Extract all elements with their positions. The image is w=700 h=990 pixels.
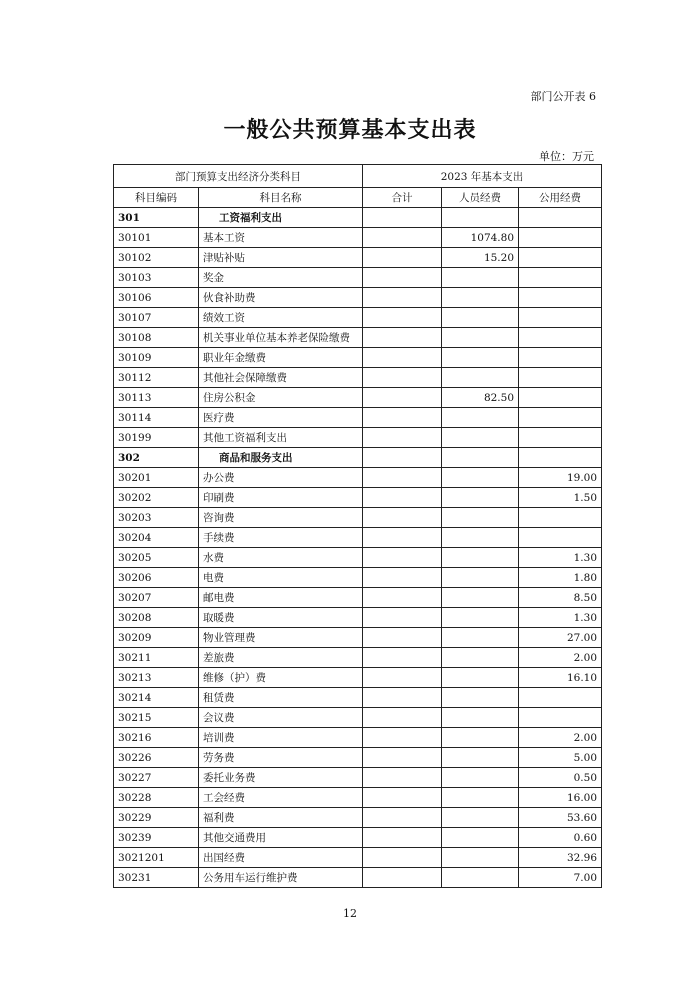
table-row [114, 308, 602, 328]
cell-public: 16.00 [519, 788, 602, 808]
cell-public [519, 428, 602, 448]
cell-personnel [442, 628, 519, 648]
cell-public: 1.30 [519, 548, 602, 568]
cell-total [363, 728, 442, 748]
table-row [114, 408, 602, 428]
cell-personnel [442, 668, 519, 688]
cell-code: 30204 [114, 528, 199, 548]
cell-personnel [442, 648, 519, 668]
unit-label: 单位：万元 [539, 150, 594, 163]
cell-total [363, 508, 442, 528]
cell-personnel [442, 808, 519, 828]
cell-public [519, 508, 602, 528]
cell-total [363, 368, 442, 388]
table-row [114, 728, 602, 748]
cell-public: 27.00 [519, 628, 602, 648]
cell-code: 30213 [114, 668, 199, 688]
table-row [114, 848, 602, 868]
cell-personnel [442, 348, 519, 368]
cell-public [519, 388, 602, 408]
cell-code: 30209 [114, 628, 199, 648]
table-row [114, 328, 602, 348]
cell-personnel [442, 788, 519, 808]
cell-name: 办公费 [199, 468, 363, 488]
cell-code: 30199 [114, 428, 199, 448]
cell-personnel [442, 508, 519, 528]
cell-name: 职业年金缴费 [199, 348, 363, 368]
table-row [114, 528, 602, 548]
cell-code: 30203 [114, 508, 199, 528]
cell-total [363, 288, 442, 308]
cell-code: 30229 [114, 808, 199, 828]
cell-public: 7.00 [519, 868, 602, 888]
cell-public [519, 248, 602, 268]
cell-name: 基本工资 [199, 228, 363, 248]
cell-code: 30201 [114, 468, 199, 488]
cell-code: 30215 [114, 708, 199, 728]
cell-code: 30102 [114, 248, 199, 268]
cell-code: 30214 [114, 688, 199, 708]
cell-total [363, 808, 442, 828]
cell-total [363, 308, 442, 328]
cell-code: 30216 [114, 728, 199, 748]
table-row [114, 348, 602, 368]
cell-code: 30112 [114, 368, 199, 388]
table-row [114, 568, 602, 588]
group-header-basic-expenditure: 2023 年基本支出 [363, 165, 602, 188]
cell-personnel [442, 608, 519, 628]
cell-public [519, 688, 602, 708]
category-row [114, 448, 602, 468]
cell-code: 3021201 [114, 848, 199, 868]
cell-public: 1.50 [519, 488, 602, 508]
cell-total [363, 828, 442, 848]
cell-public: 0.60 [519, 828, 602, 848]
group-header-classification: 部门预算支出经济分类科目 [114, 165, 363, 188]
cell-public [519, 708, 602, 728]
table-row [114, 428, 602, 448]
cell-total [363, 548, 442, 568]
cell-name: 出国经费 [199, 848, 363, 868]
cell-personnel: 15.20 [442, 248, 519, 268]
cell-public [519, 208, 602, 228]
cell-name: 工资福利支出 [199, 208, 363, 228]
table-row [114, 668, 602, 688]
cell-name: 其他工资福利支出 [199, 428, 363, 448]
cell-total [363, 748, 442, 768]
cell-personnel [442, 428, 519, 448]
cell-total [363, 608, 442, 628]
cell-personnel [442, 448, 519, 468]
cell-personnel [442, 268, 519, 288]
cell-personnel [442, 848, 519, 868]
cell-code: 30106 [114, 288, 199, 308]
cell-total [363, 588, 442, 608]
cell-code: 30228 [114, 788, 199, 808]
cell-name: 邮电费 [199, 588, 363, 608]
cell-total [363, 348, 442, 368]
cell-public [519, 448, 602, 468]
cell-name: 水费 [199, 548, 363, 568]
table-row [114, 868, 602, 888]
cell-personnel [442, 308, 519, 328]
page-number: 12 [343, 907, 357, 920]
cell-name: 会议费 [199, 708, 363, 728]
cell-public: 5.00 [519, 748, 602, 768]
cell-personnel [442, 748, 519, 768]
cell-personnel: 1074.80 [442, 228, 519, 248]
cell-personnel [442, 488, 519, 508]
cell-personnel [442, 828, 519, 848]
cell-name: 机关事业单位基本养老保险缴费 [199, 328, 363, 348]
cell-name: 差旅费 [199, 648, 363, 668]
cell-personnel [442, 768, 519, 788]
cell-personnel [442, 288, 519, 308]
cell-public [519, 348, 602, 368]
cell-public [519, 328, 602, 348]
cell-total [363, 488, 442, 508]
cell-code: 30108 [114, 328, 199, 348]
cell-public [519, 268, 602, 288]
cell-name: 委托业务费 [199, 768, 363, 788]
cell-public [519, 308, 602, 328]
cell-name: 商品和服务支出 [199, 448, 363, 468]
table-row [114, 768, 602, 788]
cell-total [363, 248, 442, 268]
table-row [114, 648, 602, 668]
cell-name: 医疗费 [199, 408, 363, 428]
cell-name: 电费 [199, 568, 363, 588]
cell-name: 其他交通费用 [199, 828, 363, 848]
cell-personnel [442, 368, 519, 388]
table-row [114, 288, 602, 308]
cell-public [519, 228, 602, 248]
cell-total [363, 768, 442, 788]
table-row [114, 548, 602, 568]
cell-name: 奖金 [199, 268, 363, 288]
cell-personnel [442, 688, 519, 708]
table-row [114, 808, 602, 828]
cell-code: 30208 [114, 608, 199, 628]
cell-public: 8.50 [519, 588, 602, 608]
cell-name: 劳务费 [199, 748, 363, 768]
cell-public: 16.10 [519, 668, 602, 688]
cell-name: 物业管理费 [199, 628, 363, 648]
cell-total [363, 208, 442, 228]
cell-total [363, 568, 442, 588]
cell-public: 19.00 [519, 468, 602, 488]
cell-total [363, 468, 442, 488]
cell-name: 手续费 [199, 528, 363, 548]
cell-code: 30113 [114, 388, 199, 408]
cell-name: 福利费 [199, 808, 363, 828]
cell-total [363, 528, 442, 548]
cell-code: 30109 [114, 348, 199, 368]
cell-public: 2.00 [519, 648, 602, 668]
table-row [114, 608, 602, 628]
cell-total [363, 408, 442, 428]
table-row [114, 488, 602, 508]
budget-table [113, 164, 602, 888]
cell-code: 301 [114, 208, 199, 228]
cell-code: 30101 [114, 228, 199, 248]
cell-public: 1.30 [519, 608, 602, 628]
table-row [114, 228, 602, 248]
table-row [114, 748, 602, 768]
cell-code: 30205 [114, 548, 199, 568]
table-row [114, 248, 602, 268]
cell-personnel [442, 468, 519, 488]
cell-code: 30227 [114, 768, 199, 788]
cell-name: 公务用车运行维护费 [199, 868, 363, 888]
cell-code: 30207 [114, 588, 199, 608]
cell-name: 取暖费 [199, 608, 363, 628]
cell-total [363, 788, 442, 808]
table-row [114, 508, 602, 528]
cell-total [363, 428, 442, 448]
cell-public [519, 288, 602, 308]
cell-personnel [442, 408, 519, 428]
cell-personnel [442, 588, 519, 608]
cell-code: 30107 [114, 308, 199, 328]
cell-code: 30231 [114, 868, 199, 888]
table-row [114, 268, 602, 288]
cell-personnel: 82.50 [442, 388, 519, 408]
table-row [114, 468, 602, 488]
cell-total [363, 228, 442, 248]
cell-total [363, 448, 442, 468]
table-body [114, 208, 602, 888]
cell-personnel [442, 568, 519, 588]
cell-name: 其他社会保障缴费 [199, 368, 363, 388]
cell-name: 维修（护）费 [199, 668, 363, 688]
cell-total [363, 708, 442, 728]
cell-public: 53.60 [519, 808, 602, 828]
cell-total [363, 668, 442, 688]
cell-personnel [442, 708, 519, 728]
column-header-code: 科目编码 [114, 188, 199, 208]
table-row [114, 588, 602, 608]
cell-personnel [442, 728, 519, 748]
column-header-total: 合计 [363, 188, 442, 208]
cell-total [363, 388, 442, 408]
cell-public: 1.80 [519, 568, 602, 588]
cell-name: 培训费 [199, 728, 363, 748]
cell-public: 32.96 [519, 848, 602, 868]
table-row [114, 688, 602, 708]
cell-personnel [442, 328, 519, 348]
cell-code: 30206 [114, 568, 199, 588]
cell-code: 30103 [114, 268, 199, 288]
cell-code: 30211 [114, 648, 199, 668]
cell-name: 津贴补贴 [199, 248, 363, 268]
cell-code: 30202 [114, 488, 199, 508]
cell-personnel [442, 868, 519, 888]
page-title: 一般公共预算基本支出表 [223, 118, 477, 143]
cell-name: 住房公积金 [199, 388, 363, 408]
cell-code: 30239 [114, 828, 199, 848]
cell-personnel [442, 208, 519, 228]
cell-total [363, 328, 442, 348]
cell-public: 0.50 [519, 768, 602, 788]
column-header-name: 科目名称 [199, 188, 363, 208]
cell-total [363, 868, 442, 888]
cell-total [363, 268, 442, 288]
cell-name: 工会经费 [199, 788, 363, 808]
cell-name: 印刷费 [199, 488, 363, 508]
cell-name: 咨询费 [199, 508, 363, 528]
cell-public [519, 408, 602, 428]
table-number-label: 部门公开表 6 [530, 90, 596, 103]
cell-total [363, 628, 442, 648]
table-row [114, 788, 602, 808]
cell-name: 绩效工资 [199, 308, 363, 328]
cell-name: 伙食补助费 [199, 288, 363, 308]
cell-total [363, 648, 442, 668]
cell-public [519, 528, 602, 548]
category-row [114, 208, 602, 228]
cell-public [519, 368, 602, 388]
cell-public: 2.00 [519, 728, 602, 748]
cell-personnel [442, 528, 519, 548]
cell-personnel [442, 548, 519, 568]
table-row [114, 388, 602, 408]
table-row [114, 828, 602, 848]
column-header-row [114, 188, 602, 208]
column-header-personnel: 人员经费 [442, 188, 519, 208]
cell-code: 30226 [114, 748, 199, 768]
table-row [114, 708, 602, 728]
group-header-row [114, 165, 602, 188]
cell-total [363, 688, 442, 708]
cell-total [363, 848, 442, 868]
column-header-public: 公用经费 [519, 188, 602, 208]
cell-name: 租赁费 [199, 688, 363, 708]
table-row [114, 368, 602, 388]
cell-code: 30114 [114, 408, 199, 428]
table-row [114, 628, 602, 648]
cell-code: 302 [114, 448, 199, 468]
